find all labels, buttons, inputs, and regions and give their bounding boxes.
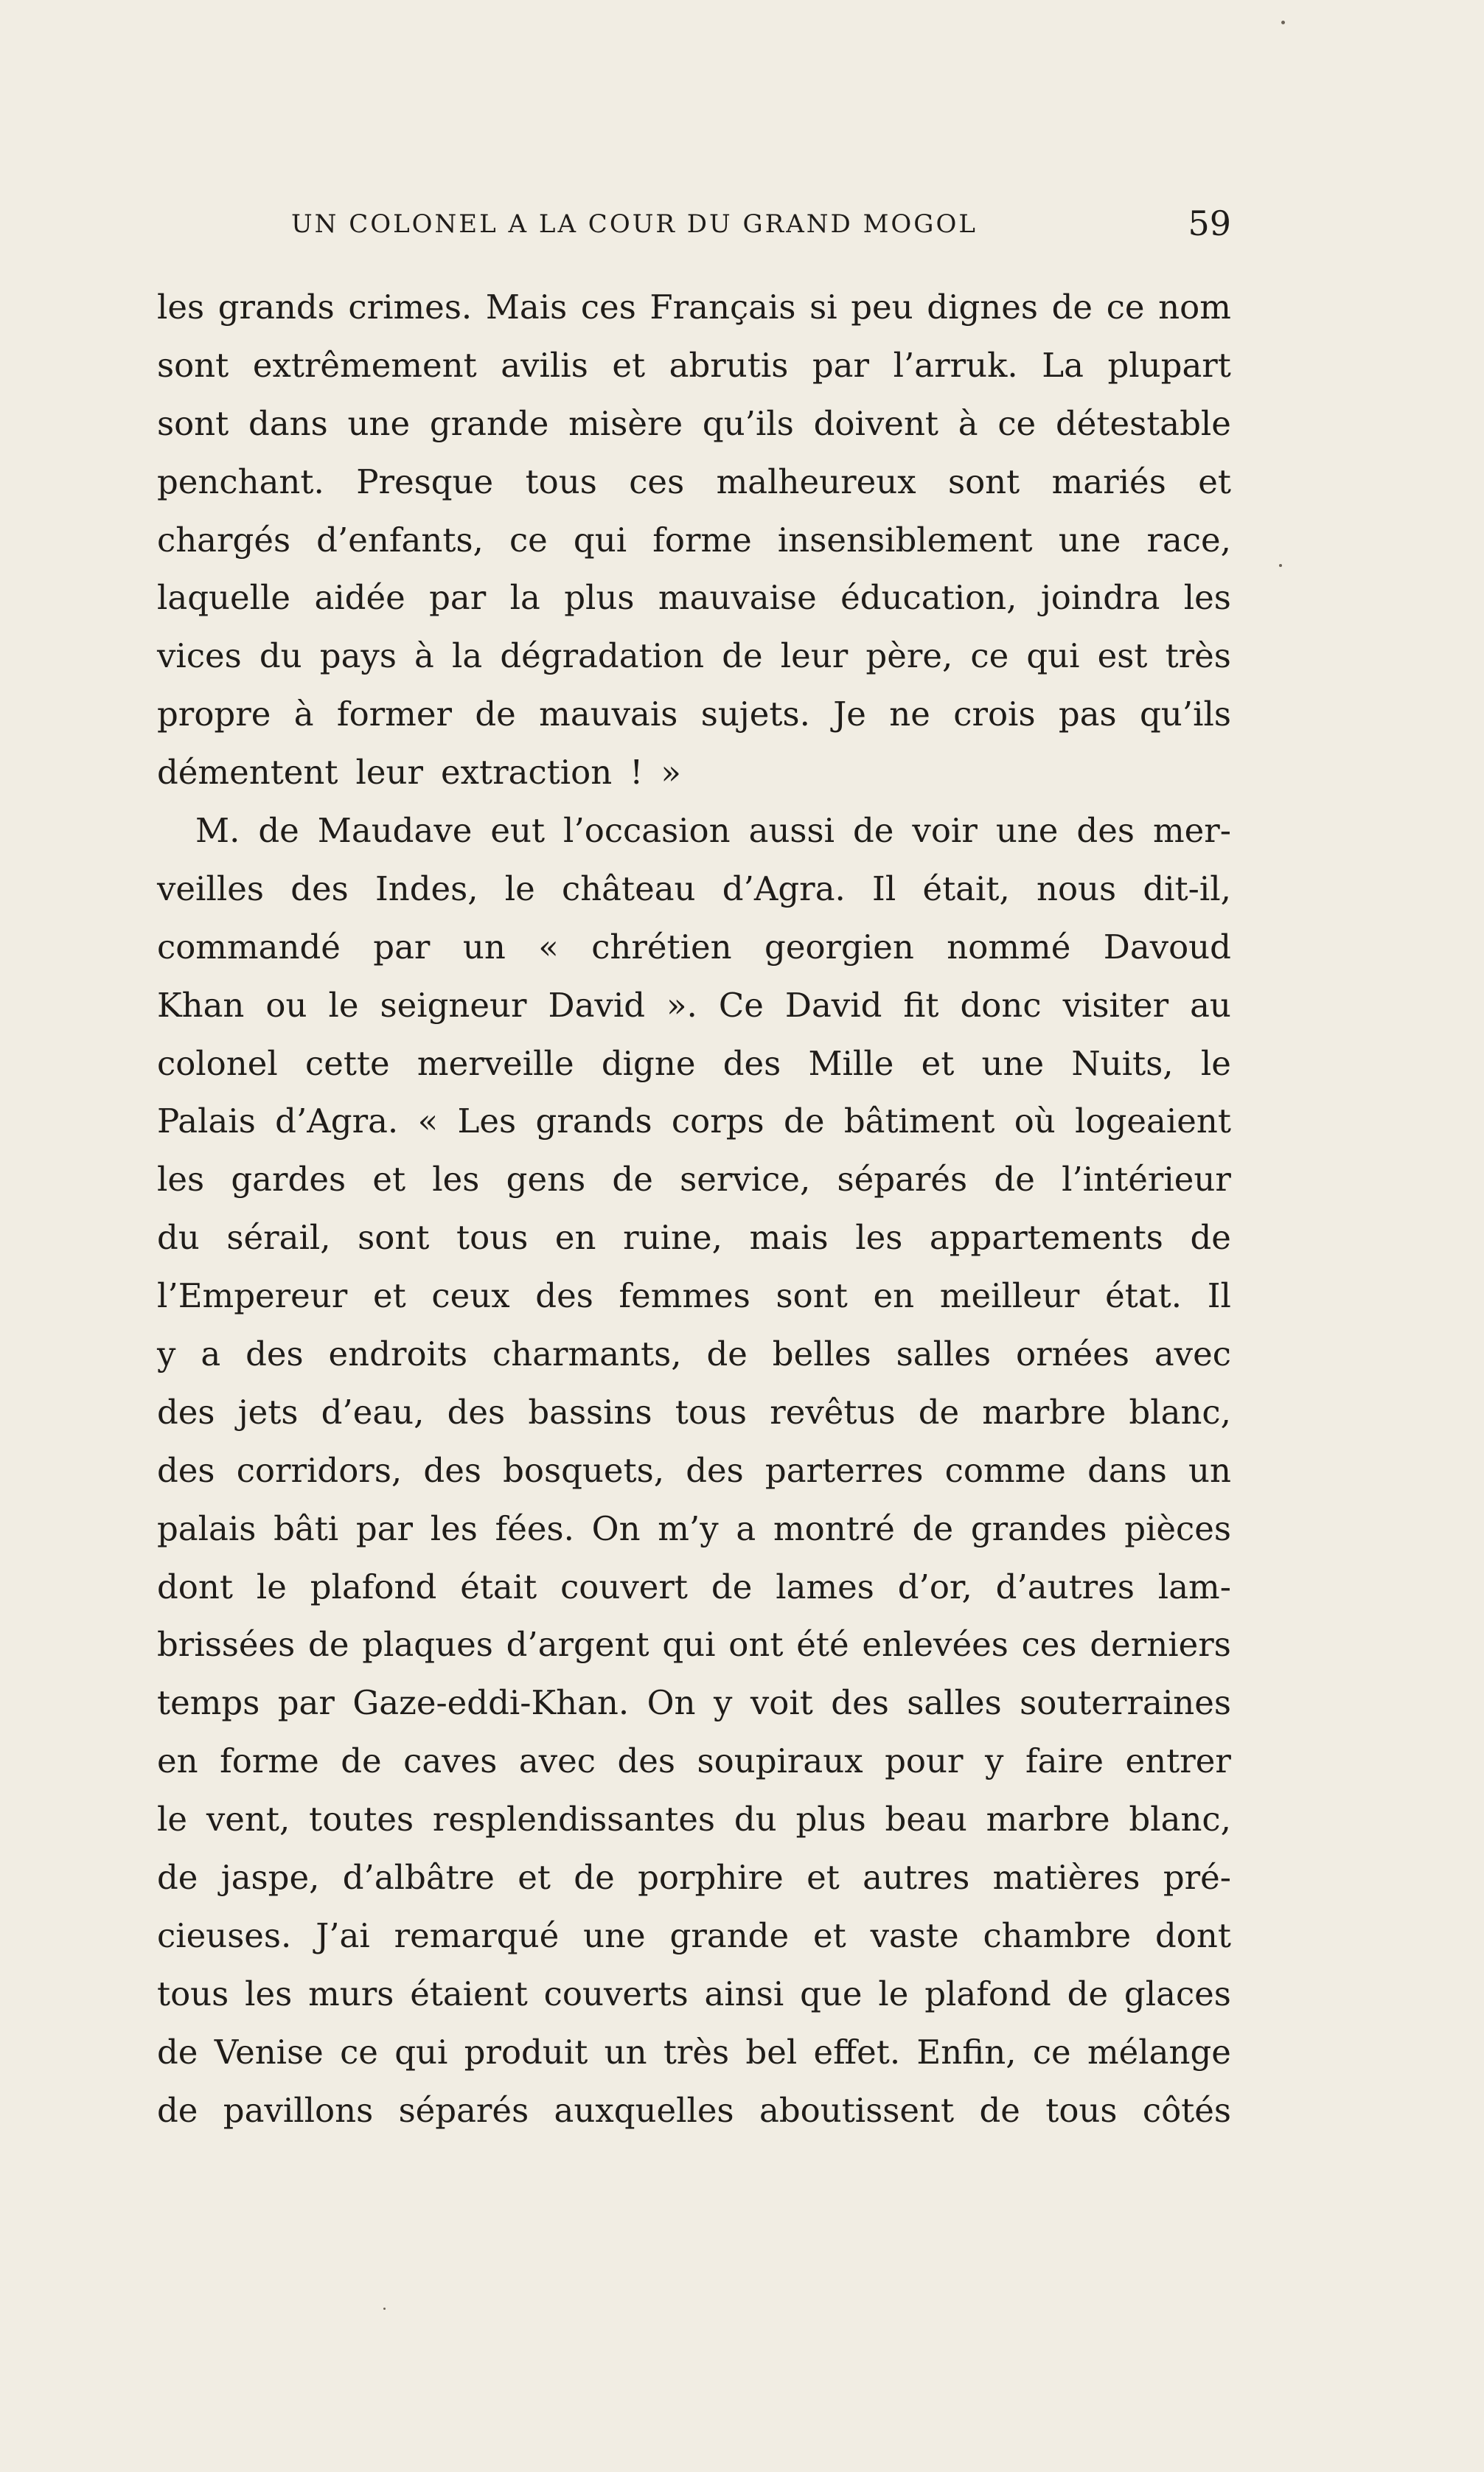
text-line: propre à former de mauvais sujets. Je ne crois pas qu’ils (157, 694, 1231, 734)
paper-speck (1279, 564, 1282, 567)
running-title: UN COLONEL A LA COUR DU GRAND MOGOL (291, 209, 978, 239)
text-line: y a des endroits charmants, de belles salles ornées avec (157, 1334, 1231, 1374)
text-line: les gardes et les gens de service, séparés de l’intérieur (157, 1160, 1231, 1200)
text-line: tous les murs étaient couverts ainsi que le plafond de glaces (157, 1974, 1231, 2013)
text-line: Palais d’Agra. « Les grands corps de bâtiment où logeaient (157, 1101, 1231, 1141)
paper-speck (383, 2308, 386, 2310)
text-line: dont le plafond était couvert de lames d’or, d’autres lam- (157, 1567, 1231, 1606)
text-line: des jets d’eau, des bassins tous revêtus de marbre blanc, (157, 1392, 1231, 1432)
text-line: sont extrêmement avilis et abrutis par l’arruk. La plupart (157, 345, 1231, 385)
text-line: brissées de plaques d’argent qui ont été enlevées ces derniers (157, 1625, 1231, 1665)
text-line: laquelle aidée par la plus mauvaise éducation, joindra les (157, 578, 1231, 618)
text-line: de pavillons séparés auxquelles aboutissent de tous côtés (157, 2090, 1231, 2130)
text-line: en forme de caves avec des soupiraux pour y faire entrer (157, 1741, 1231, 1781)
text-line: des corridors, des bosquets, des parterres comme dans un (157, 1450, 1231, 1490)
text-line: l’Empereur et ceux des femmes sont en meilleur état. Il (157, 1276, 1231, 1316)
text-line: penchant. Presque tous ces malheureux sont mariés et (157, 462, 1231, 501)
text-line: colonel cette merveille digne des Mille et une Nuits, le (157, 1043, 1231, 1083)
text-line: du sérail, sont tous en ruine, mais les appartements de (157, 1218, 1231, 1258)
running-head (291, 203, 1231, 248)
text-line: démentent leur extraction ! » (157, 753, 681, 793)
text-line: les grands crimes. Mais ces Français si peu dignes de ce nom (157, 288, 1231, 327)
text-line: Khan ou le seigneur David ». Ce David fit donc visiter au (157, 985, 1231, 1025)
text-line: de Venise ce qui produit un très bel effet. Enfin, ce mélange (157, 2032, 1231, 2072)
page-number: 59 (1188, 203, 1231, 243)
text-line: vices du pays à la dégradation de leur père, ce qui est très (157, 636, 1231, 676)
text-line: commandé par un « chrétien georgien nommé Davoud (157, 927, 1231, 967)
text-line: palais bâti par les fées. On m’y a montré de grandes pièces (157, 1508, 1231, 1548)
text-line: sont dans une grande misère qu’ils doivent à ce détestable (157, 403, 1231, 443)
text-line: cieuses. J’ai remarqué une grande et vaste chambre dont (157, 1915, 1231, 1955)
text-line: chargés d’enfants, ce qui forme insensiblement une race, (157, 520, 1231, 560)
text-line: de jaspe, d’albâtre et de porphire et autres matières pré- (157, 1858, 1231, 1898)
paper-speck (1281, 21, 1285, 24)
text-line: le vent, toutes resplendissantes du plus beau marbre blanc, (157, 1800, 1231, 1839)
body-text (157, 279, 1231, 2140)
text-line: temps par Gaze-eddi-Khan. On y voit des salles souterraines (157, 1683, 1231, 1723)
text-line: M. de Maudave eut l’occasion aussi de voir une des mer- (195, 811, 1231, 851)
text-line: veilles des Indes, le château d’Agra. Il était, nous dit-il, (157, 868, 1231, 908)
